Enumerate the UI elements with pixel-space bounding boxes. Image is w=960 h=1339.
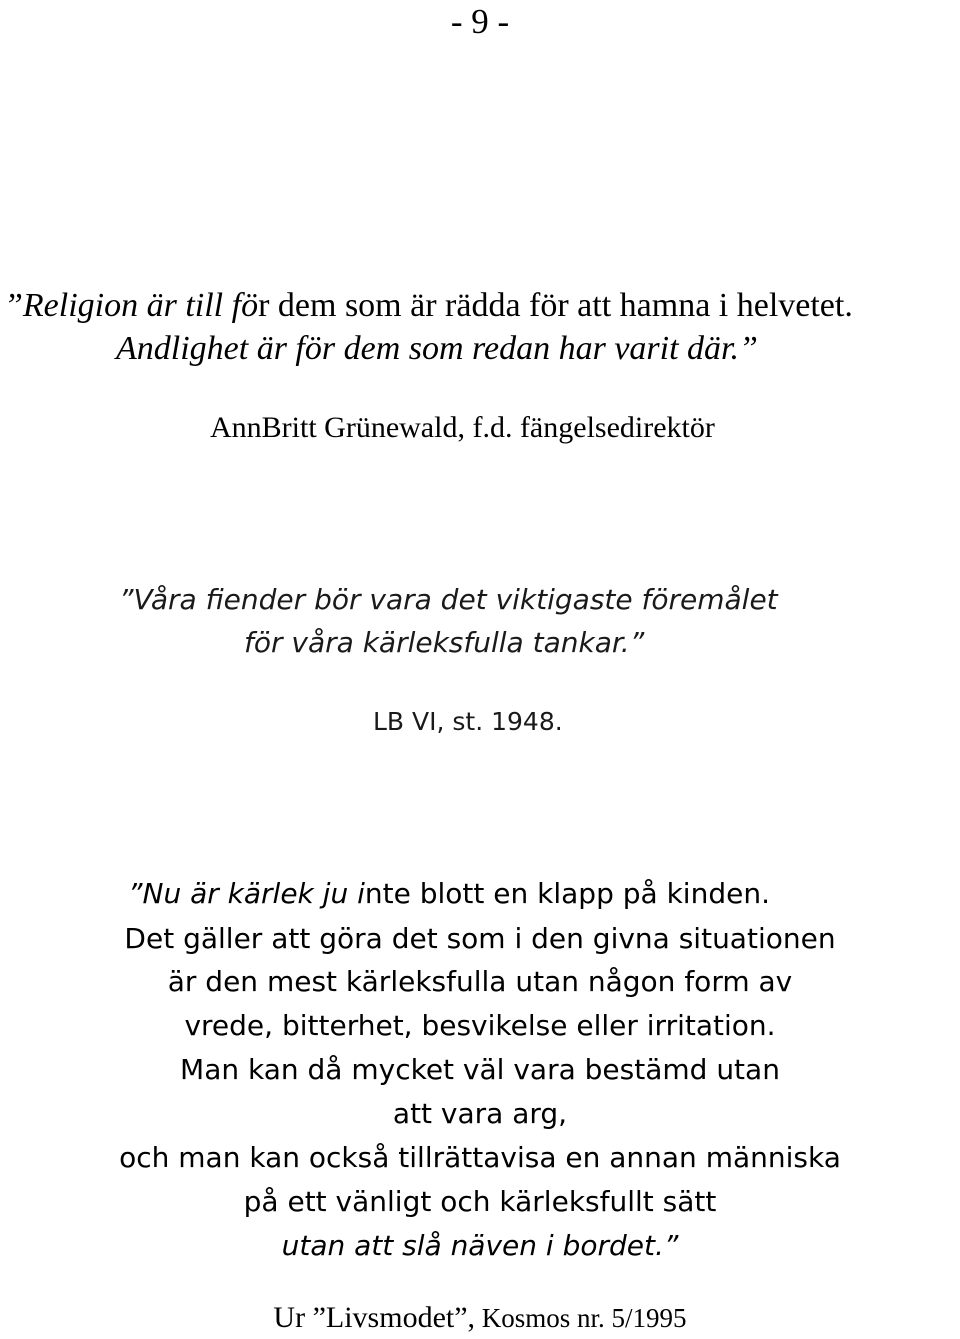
quote3-line: på ett vänligt och kärleksfullt sätt: [243, 1185, 717, 1218]
quote2-line2: för våra kärleksfulla tankar.”: [244, 626, 645, 659]
page-number: - 9 -: [450, 2, 510, 41]
quote1-line1: [4, 289, 853, 323]
source-prefix: Ur ”Livsmodet”,: [273, 1301, 476, 1334]
quote1-line1-rest: r dem som är rädda för att hamna i helvetet.: [258, 287, 853, 324]
quote1-line1-italic: ”Religion är till fö: [4, 287, 259, 324]
quote2-line1: ”Våra fiender bör vara det viktigaste föremålet: [119, 583, 778, 616]
quote1-line2: Andlighet är för dem som redan har varit där.”: [116, 330, 758, 367]
quote3-line1: [128, 877, 770, 910]
quote3-line: Man kan då mycket väl vara bestämd utan: [180, 1053, 780, 1086]
quote3-line1-rest: nte blott en klapp på kinden.: [364, 877, 770, 910]
quote3-line: är den mest kärleksfulla utan någon form av: [167, 965, 793, 998]
source-rest: Kosmos nr. 5/1995: [475, 1303, 687, 1333]
quote3-line: vrede, bitterhet, besvikelse eller irritation.: [184, 1009, 776, 1042]
quote3-line: Det gäller att göra det som i den givna situationen: [124, 922, 836, 955]
quote2-attribution: LB VI, st. 1948.: [373, 707, 563, 736]
quote3-line: att vara arg,: [392, 1097, 568, 1130]
quote3-last-line: utan att slå näven i bordet.”: [281, 1229, 679, 1262]
quote3-line1-italic: ”Nu är kärlek ju i: [128, 877, 365, 910]
quote3-line: och man kan också tillrättavisa en annan människa: [119, 1141, 841, 1174]
source-line: [0, 1303, 960, 1333]
quote1-attribution: AnnBritt Grünewald, f.d. fängelsedirektör: [210, 411, 715, 444]
